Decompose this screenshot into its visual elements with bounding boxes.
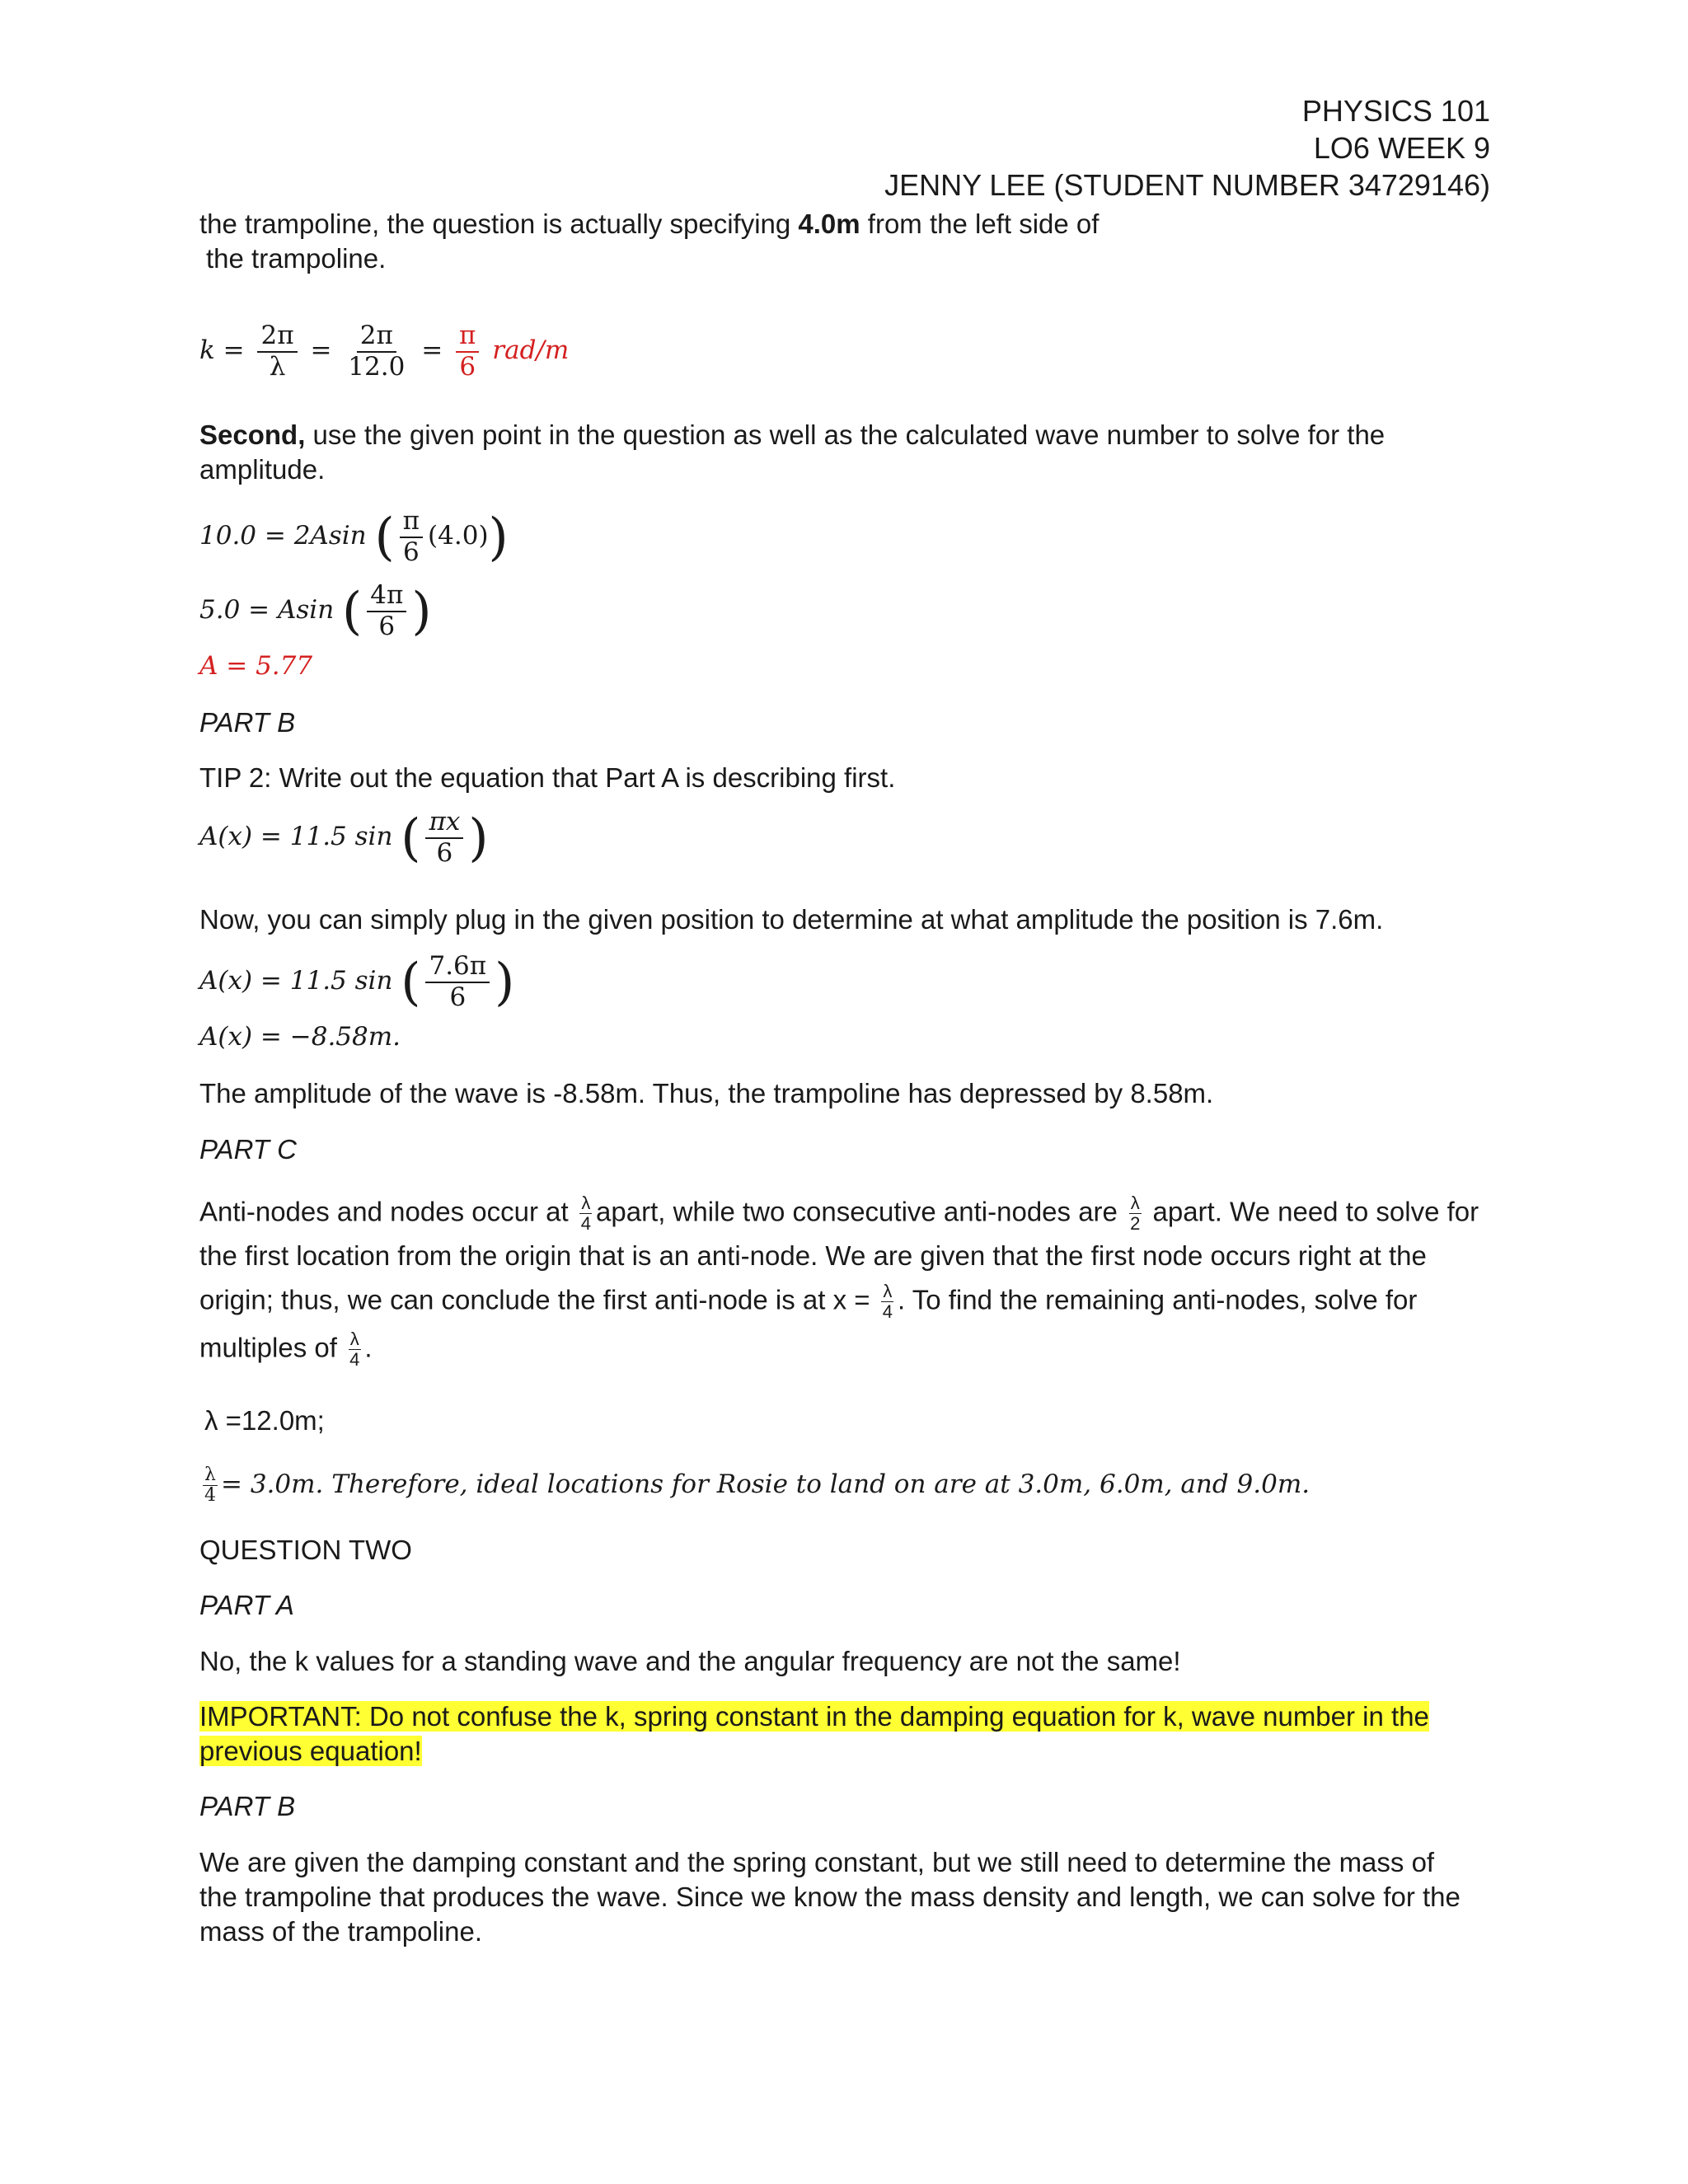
paren-open: ( <box>401 951 421 1012</box>
frac-d: 4 <box>580 1213 592 1235</box>
frac-d: 4 <box>882 1301 893 1323</box>
eq-ax1-fn: πx <box>425 808 463 839</box>
now-text: Now, you can simply plug in the given position to determine at what amplitude the position is 7.6m. <box>199 904 1384 935</box>
frac-n: λ <box>204 1465 216 1485</box>
second-bold: Second, <box>199 419 306 450</box>
eq-amp1-frac <box>400 507 423 567</box>
given-line3: mass of the trampoline. <box>199 1916 482 1947</box>
frac-lambda-4 <box>881 1282 894 1322</box>
amplitude-text: The amplitude of the wave is -8.58m. Thus, the trampoline has depressed by 8.58m. <box>199 1078 1214 1108</box>
eq-k-frac3 <box>456 321 479 382</box>
eq-ax2-fn: 7.6π <box>425 952 490 983</box>
eq-ax1-frac <box>425 808 463 868</box>
anti-text-c: apart. We need to solve for <box>1145 1196 1479 1227</box>
intro-text-a: the trampoline, the question is actually specifying <box>199 209 799 239</box>
important-line2 <box>199 1734 422 1769</box>
equation-wave-number <box>199 321 569 382</box>
important-highlight-1: IMPORTANT: Do not confuse the k, spring constant in the damping equation for k, wave number in the <box>199 1701 1429 1732</box>
frac-d: 4 <box>204 1485 216 1507</box>
part-b-heading-1: PART B <box>199 707 296 738</box>
eq-amp1-fn: π <box>400 507 423 538</box>
eq-amp2-fn: 4π <box>367 581 406 612</box>
amplitude-result <box>199 651 312 681</box>
frac-n: λ <box>349 1329 359 1349</box>
anti-line3-b: . To find the remaining anti-nodes, solve for <box>897 1284 1418 1315</box>
anti-line1 <box>199 1193 1479 1234</box>
anti-text-b: apart, while two consecutive anti-nodes are <box>596 1196 1126 1227</box>
given-line1: We are given the damping constant and the spring constant, but we still need to determine the mass of <box>199 1847 1435 1877</box>
part-b-heading-2: PART B <box>199 1791 296 1821</box>
intro-line1 <box>199 207 1099 241</box>
eq-k-frac1 <box>257 321 297 382</box>
second-text: use the given point in the question as well as the calculated wave number to solve for the <box>305 419 1386 450</box>
paren-close: ) <box>495 951 515 1012</box>
equation-ax-2 <box>199 952 514 1012</box>
eq-amp1-arg: (4.0) <box>428 521 489 551</box>
eq-amp1-fd: 6 <box>402 537 420 567</box>
eq-amp1-lhs: 10.0 = 2Asin <box>199 521 367 551</box>
header-student: JENNY LEE (STUDENT NUMBER 34729146) <box>884 168 1490 202</box>
anti-line3-a: origin; thus, we can conclude the first anti-node is at x = <box>199 1284 878 1315</box>
header-course: PHYSICS 101 <box>1301 94 1490 128</box>
eq-ax1-lhs: A(x) = 11.5 sin <box>199 822 393 852</box>
eq-amp2-fd: 6 <box>378 611 396 641</box>
important-highlight-2: previous equation! <box>199 1736 422 1766</box>
eq-k-f3n: π <box>456 321 479 353</box>
eq-ax2-fd: 6 <box>449 982 467 1012</box>
eq-amp2-frac <box>367 581 406 641</box>
no-text: No, the k values for a standing wave and the angular frequency are not the same! <box>199 1646 1181 1676</box>
eq-ax2-lhs: A(x) = 11.5 sin <box>199 966 393 996</box>
frac-d: 2 <box>1130 1213 1141 1235</box>
anti-line3 <box>199 1282 1417 1322</box>
eq-k-frac2 <box>345 321 408 382</box>
eq-k-f1d: λ <box>269 351 286 382</box>
second-line1 <box>199 418 1385 452</box>
equation-amp-1 <box>199 507 509 567</box>
given-line2: the trampoline that produces the wave. Since we know the mass density and length, we can solve for the <box>199 1882 1461 1912</box>
anti-line4-text: multiples of <box>199 1332 345 1363</box>
ax-result-text: A(x) = −8.58m. <box>199 1022 401 1052</box>
frac-lambda-4 <box>579 1193 593 1234</box>
lambda-value: λ =12.0m; <box>204 1405 325 1436</box>
paren-close: ) <box>411 580 432 641</box>
eq-k-eq2: = <box>421 335 443 366</box>
eq-ax2-frac <box>425 952 490 1012</box>
frac-n: λ <box>581 1193 591 1213</box>
frac-lambda-2 <box>1128 1193 1142 1234</box>
frac-lambda-4 <box>348 1329 361 1370</box>
equation-amp-2 <box>199 581 432 641</box>
equation-locations <box>199 1465 1310 1506</box>
frac-lambda-4 <box>203 1465 218 1506</box>
paren-open: ( <box>401 807 421 868</box>
header-week: LO6 WEEK 9 <box>1313 131 1490 165</box>
period: . <box>364 1332 373 1363</box>
anti-text-a: Anti-nodes and nodes occur at <box>199 1196 576 1227</box>
eq-k-lhs: k = <box>199 335 245 366</box>
eq-loc-text: = 3.0m. Therefore, ideal locations for Rosie to land on are at 3.0m, 6.0m, and 9.0m. <box>221 1469 1311 1500</box>
paren-close: ) <box>488 506 509 567</box>
anti-line4 <box>199 1329 373 1370</box>
eq-k-f2n: 2π <box>357 321 396 353</box>
tip-2: TIP 2: Write out the equation that Part A is describing first. <box>199 762 896 793</box>
intro-text-b: from the left side of <box>860 209 1100 239</box>
part-a-heading-2: PART A <box>199 1590 294 1620</box>
equation-ax-1 <box>199 808 489 868</box>
intro-bold: 4.0m <box>798 209 860 239</box>
important-line1 <box>199 1699 1429 1734</box>
anti-line2: the first location from the origin that is an anti-node. We are given that the first node occurs right at the <box>199 1240 1427 1271</box>
paren-open: ( <box>374 506 395 567</box>
ax-result <box>199 1022 401 1052</box>
amp-result-text: A = 5.77 <box>199 651 313 681</box>
frac-n: λ <box>883 1281 893 1301</box>
paren-open: ( <box>342 580 363 641</box>
eq-k-unit: rad/m <box>492 335 570 366</box>
frac-d: 4 <box>349 1349 360 1371</box>
eq-ax1-fd: 6 <box>436 837 453 868</box>
eq-k-f1n: 2π <box>257 321 297 353</box>
second-line2: amplitude. <box>199 454 326 485</box>
eq-amp2-lhs: 5.0 = Asin <box>199 595 335 626</box>
intro-line2: the trampoline. <box>206 243 387 274</box>
eq-k-eq1: = <box>310 335 332 366</box>
part-c-heading: PART C <box>199 1134 297 1165</box>
question-two-heading: QUESTION TWO <box>199 1535 412 1565</box>
frac-n: λ <box>1130 1193 1140 1213</box>
eq-k-f3d: 6 <box>459 351 476 382</box>
paren-close: ) <box>468 807 489 868</box>
eq-k-f2d: 12.0 <box>348 351 406 382</box>
